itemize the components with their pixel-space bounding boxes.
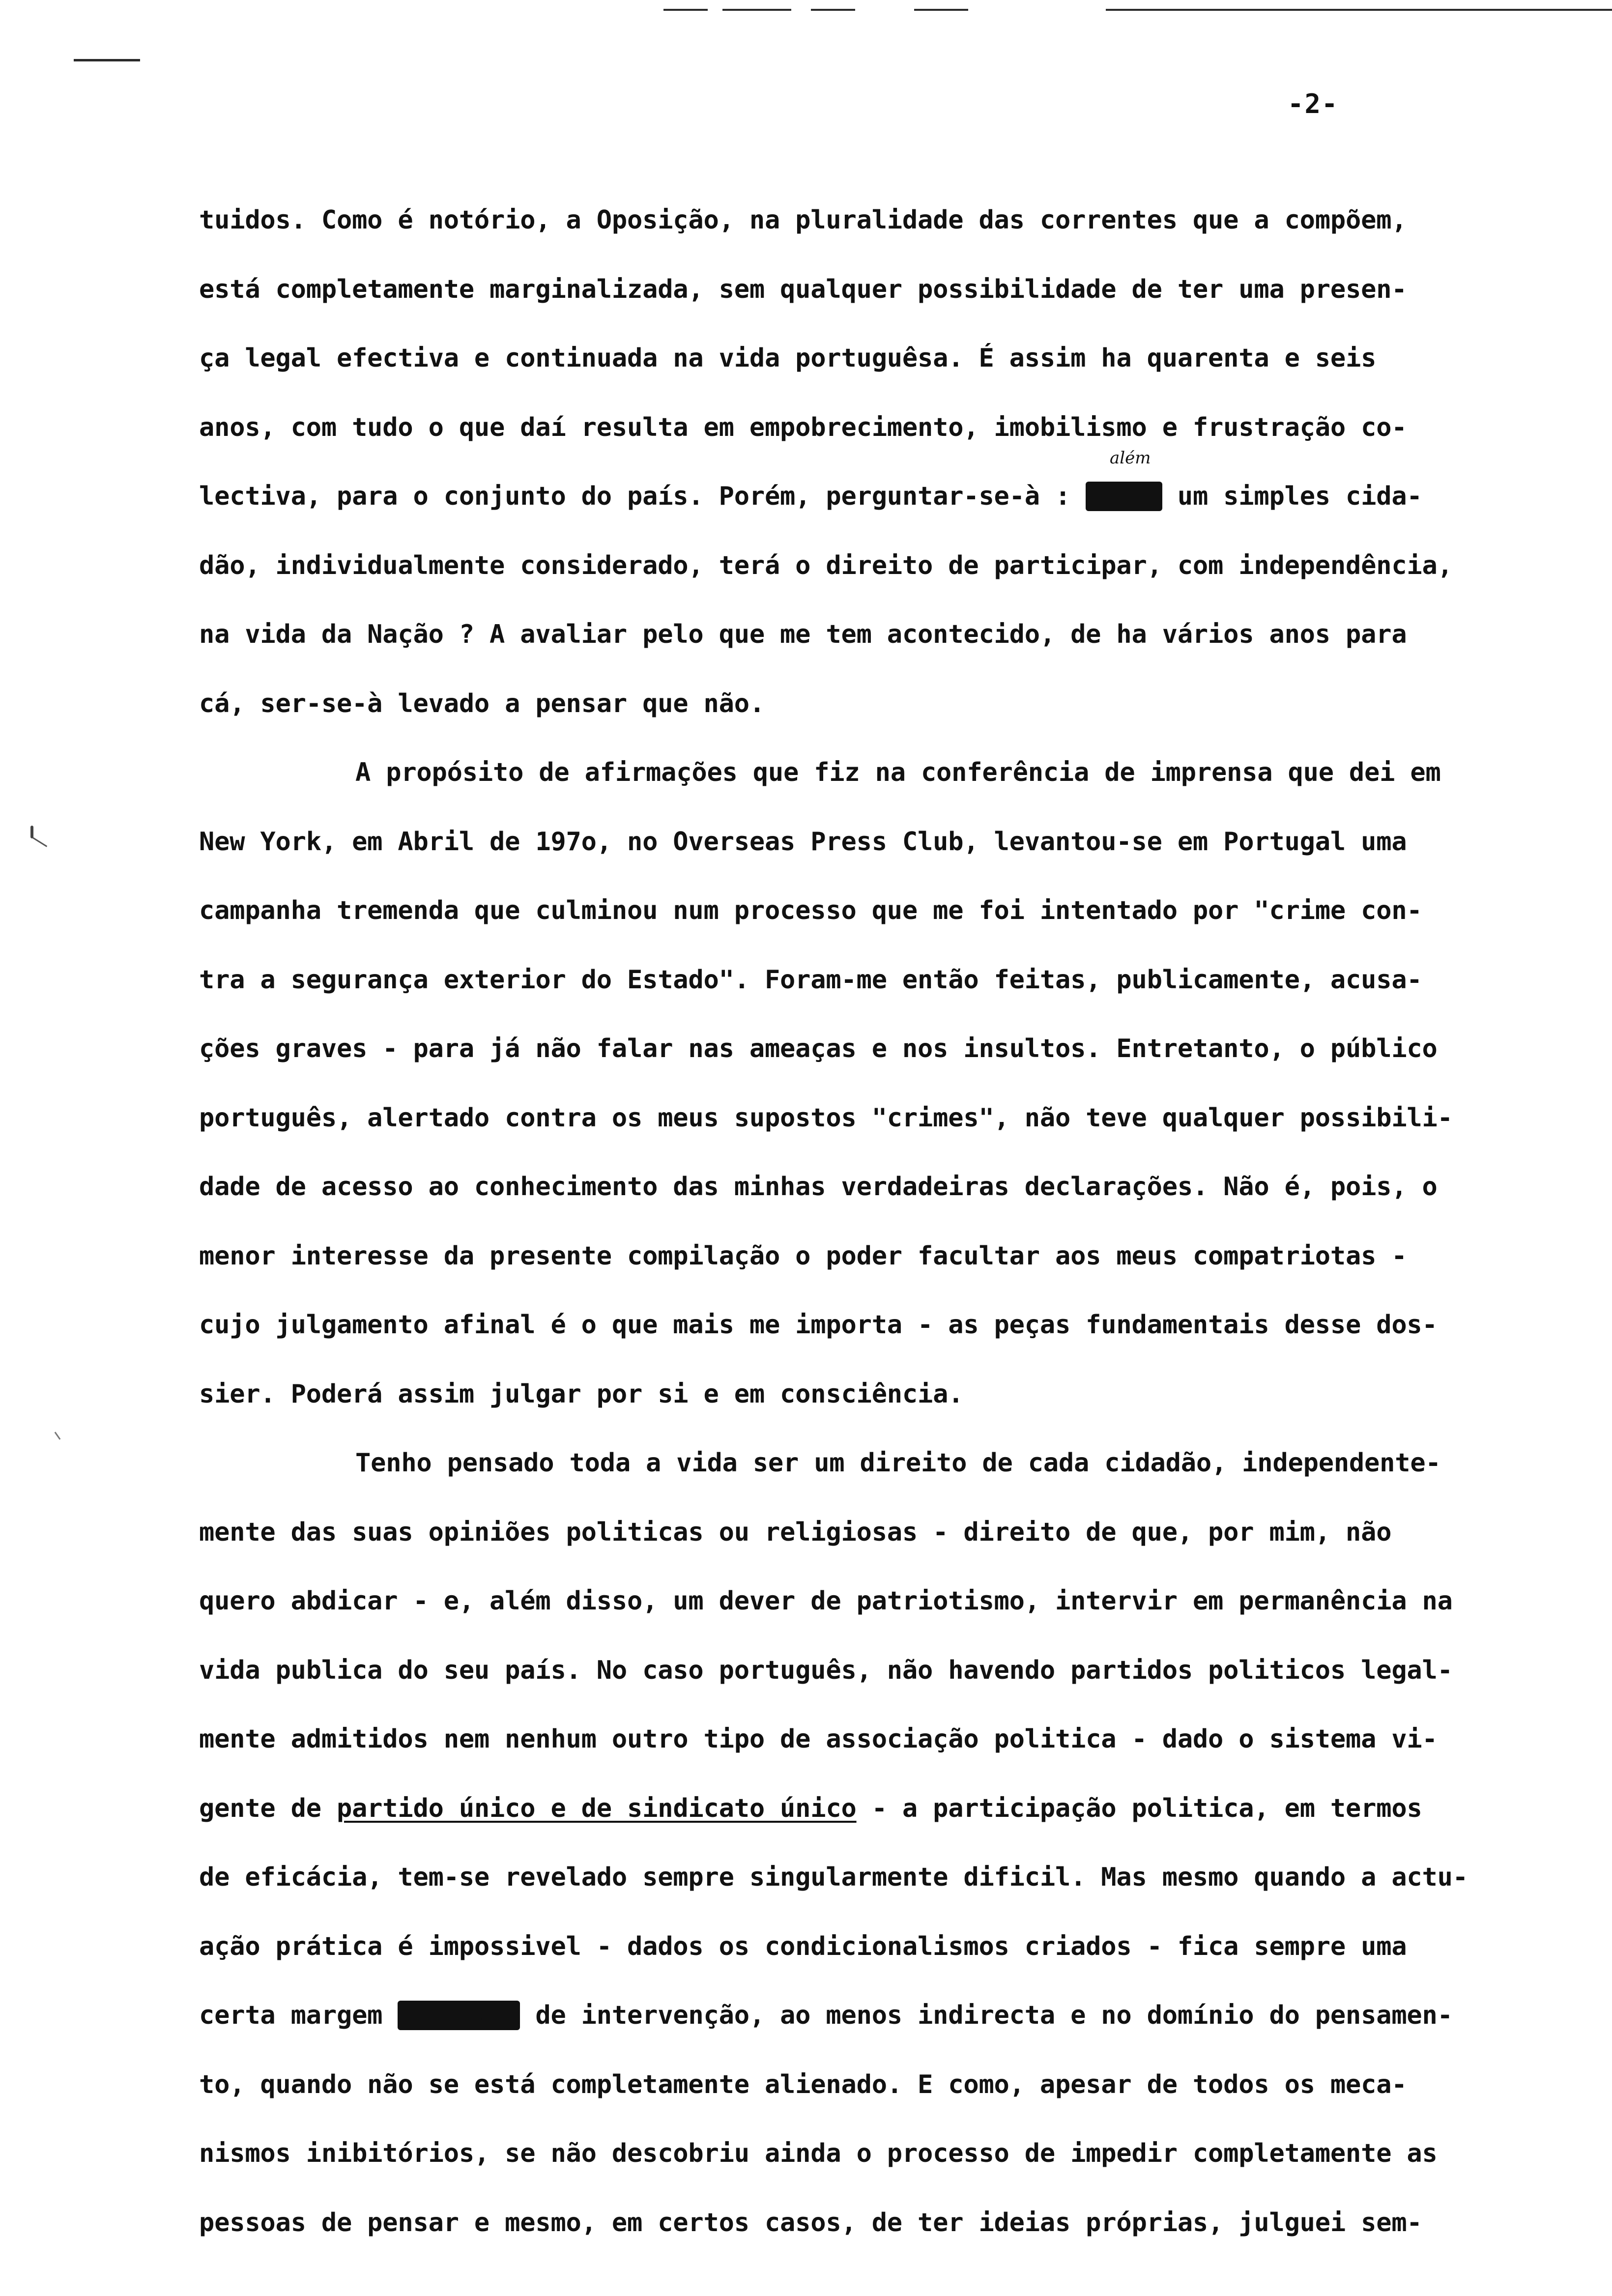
text-span: certa margem (199, 2001, 398, 2030)
struck-word: possível (398, 2001, 520, 2030)
top-scan-rule (914, 9, 968, 11)
text-line: tra a segurança exterior do Estado". Foram-me então feitas, publicamente, acusa- (199, 965, 1422, 995)
text-line: pessoas de pensar e mesmo, em certos casos, de ter ideias próprias, julguei sem- (199, 2208, 1422, 2238)
text-line: mente admitidos nem nenhum outro tipo de associação politica - dado o sistema vi- (199, 1724, 1438, 1754)
text-line (199, 1996, 1472, 2065)
margin-scan-mark (55, 1432, 61, 1439)
text-line: na vida da Nação ? A avaliar pelo que me tem acontecido, de ha vários anos para (199, 620, 1407, 649)
paragraph (199, 201, 1472, 753)
paragraph (199, 1443, 1472, 2272)
text-line: está completamente marginalizada, sem qualquer possibilidade de ter uma presen- (199, 274, 1407, 304)
text-line: to, quando não se está completamente alienado. E como, apesar de todos os meca- (199, 2069, 1407, 2099)
text-line: tuidos. Como é notório, a Oposição, na pluralidade das correntes que a compõem, (199, 205, 1407, 235)
text-span: lectiva, para o conjunto do país. Porém, perguntar-se-à : (199, 482, 1086, 511)
text-line: mente das suas opiniões politicas ou religiosas - direito de que, por mim, não (199, 1517, 1392, 1547)
underlined-phrase: partido único e de sindicato único (336, 1793, 857, 1823)
paragraph (199, 753, 1472, 1443)
text-line: português, alertado contra os meus supostos "crimes", não teve qualquer possibili- (199, 1103, 1453, 1133)
text-span: um simples cida- (1162, 482, 1422, 511)
top-scan-rule (663, 9, 708, 11)
top-scan-rule (811, 9, 855, 11)
text-line: dão, individualmente considerado, terá o direito de participar, com independência, (199, 550, 1453, 580)
body-text (199, 201, 1472, 2272)
text-line: nismos inibitórios, se não descobriu ainda o processo de impedir completamente as (199, 2139, 1438, 2168)
text-line: New York, em Abril de 197o, no Overseas Press Club, levantou-se em Portugal uma (199, 827, 1407, 857)
text-line: Tenho pensado toda a vida ser um direito de cada cidadão, independente- (355, 1448, 1441, 1478)
text-line: quero abdicar - e, além disso, um dever de patriotismo, intervir em permanência na (199, 1586, 1453, 1616)
text-line: vida publica do seu país. No caso português, não havendo partidos politicos legal- (199, 1655, 1453, 1685)
text-line: cujo julgamento afinal é o que mais me importa - as peças fundamentais desse dos- (199, 1310, 1438, 1340)
page-number: -2- (1288, 88, 1339, 119)
text-span: de intervenção, ao menos indirecta e no domínio do pensamen- (520, 2001, 1453, 2030)
text-span: gente de (199, 1793, 337, 1823)
top-scan-rule (722, 9, 791, 11)
text-line (199, 1789, 1472, 1858)
text-line: sier. Poderá assim julgar por si e em consciência. (199, 1379, 964, 1409)
handwritten-insertion: além (1110, 448, 1151, 468)
text-line: ções graves - para já não falar nas ameaças e nos insultos. Entretanto, o público (199, 1034, 1438, 1063)
text-line: de eficácia, tem-se revelado sempre singularmente dificil. Mas mesmo quando a actu- (199, 1863, 1468, 1892)
text-line: cá, ser-se-à levado a pensar que não. (199, 689, 765, 718)
text-line: campanha tremenda que culminou num processo que me foi intentado por "crime con- (199, 896, 1422, 925)
text-line: menor interesse da presente compilação o poder facultar aos meus compatriotas - (199, 1241, 1407, 1271)
text-span: - a participação politica, em termos (856, 1793, 1422, 1823)
text-line: ça legal efectiva e continuada na vida portuguêsa. É assim ha quarenta e seis (199, 344, 1377, 373)
text-line: anos, com tudo o que daí resulta em empobrecimento, imobilismo e frustração co- (199, 412, 1407, 442)
margin-scan-mark (32, 837, 47, 847)
text-line: A propósito de afirmações que fiz na conferência de imprensa que dei em (355, 758, 1441, 787)
top-scan-rule (1106, 9, 1612, 11)
margin-scan-mark (74, 59, 140, 61)
struck-word: mesmo (1086, 482, 1162, 511)
text-line: dade de acesso ao conhecimento das minhas verdadeiras declarações. Não é, pois, o (199, 1172, 1438, 1202)
text-line (199, 477, 1472, 546)
text-line: ação prática é impossivel - dados os condicionalismos criados - fica sempre uma (199, 1931, 1407, 1961)
